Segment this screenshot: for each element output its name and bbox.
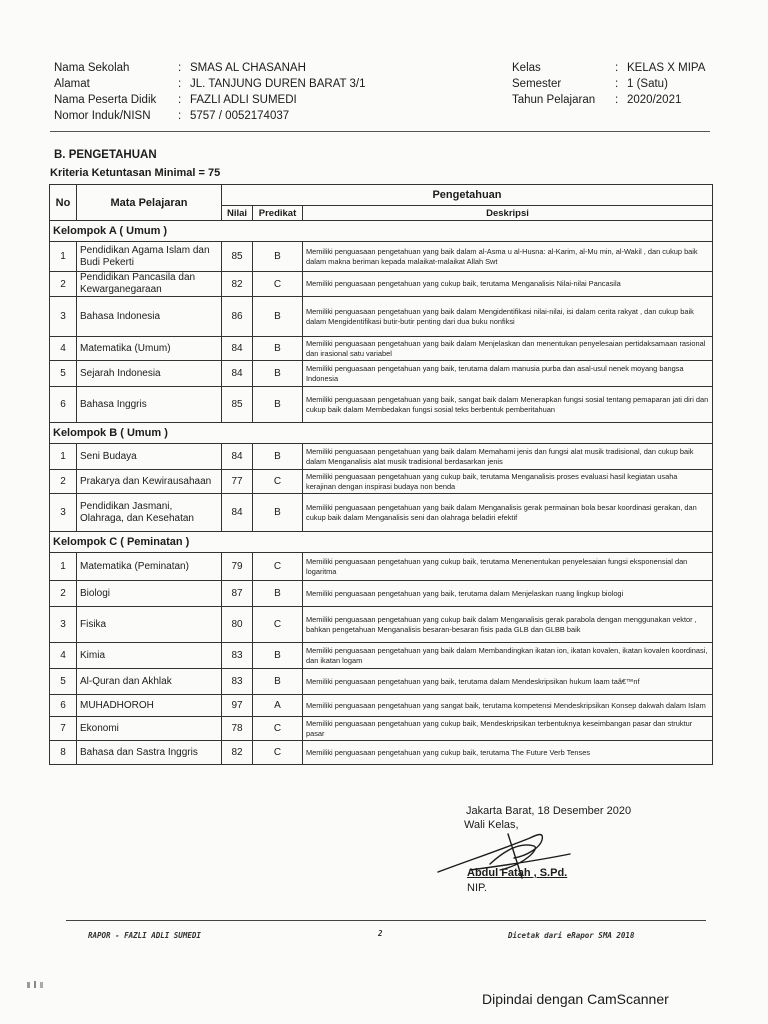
signatory-nip: NIP. [467, 882, 487, 894]
description-text: Memiliki penguasaan pengetahuan yang baik dalam Mengidentifikasi nilai-nilai, isi dalam cerita rakyat , dan cukup baik dalam Mengidentifikasi butir-butir penting dari dua buku nonfiksi [303, 297, 713, 337]
column-header-knowledge: Pengetahuan [222, 185, 713, 206]
group-header-row [50, 532, 713, 553]
subject-name: Matematika (Peminatan) [77, 553, 222, 581]
info-value: KELAS X MIPA [627, 62, 706, 74]
subject-name: Bahasa dan Sastra Inggris [77, 741, 222, 765]
description-text: Memiliki penguasaan pengetahuan yang baik, terutama dalam Mendeskripsikan hukum laam taâ€™nf [303, 669, 713, 695]
info-row-school-year [512, 92, 722, 108]
info-value: 2020/2021 [627, 94, 682, 106]
group-header-row [50, 221, 713, 242]
table-row [50, 470, 713, 494]
info-separator: : [615, 62, 619, 74]
row-number: 6 [50, 387, 77, 423]
score-value: 77 [222, 470, 253, 494]
group-title: Kelompok B ( Umum ) [50, 423, 713, 444]
grades-table [49, 184, 713, 765]
predicate-value: C [253, 741, 303, 765]
row-number: 8 [50, 741, 77, 765]
column-header-predicate: Predikat [253, 206, 303, 221]
table-row [50, 361, 713, 387]
predicate-value: B [253, 337, 303, 361]
table-row [50, 717, 713, 741]
predicate-value: B [253, 242, 303, 272]
kkm-label: Kriteria Ketuntasan Minimal = 75 [50, 167, 221, 179]
row-number: 5 [50, 361, 77, 387]
header-divider [50, 131, 710, 132]
description-text: Memiliki penguasaan pengetahuan yang sangat baik, terutama kompetensi Mendeskripsikan Konsep dakwah dalam Islam [303, 695, 713, 717]
scanner-watermark: Dipindai dengan CamScanner [482, 991, 669, 1007]
subject-name: Fisika [77, 607, 222, 643]
info-separator: : [615, 94, 619, 106]
info-label: Nama Peserta Didik [54, 94, 157, 106]
row-number: 4 [50, 337, 77, 361]
table-row [50, 581, 713, 607]
table-row [50, 695, 713, 717]
row-number: 2 [50, 581, 77, 607]
info-separator: : [178, 94, 182, 106]
table-row [50, 607, 713, 643]
row-number: 4 [50, 643, 77, 669]
signatory-name: Abdul Fatah , S.Pd. [467, 867, 568, 879]
score-value: 84 [222, 361, 253, 387]
info-row-student-name [54, 92, 494, 108]
score-value: 82 [222, 741, 253, 765]
table-row [50, 444, 713, 470]
score-value: 80 [222, 607, 253, 643]
predicate-value: C [253, 607, 303, 643]
predicate-value: B [253, 643, 303, 669]
subject-name: Kimia [77, 643, 222, 669]
info-value: FAZLI ADLI SUMEDI [190, 94, 297, 106]
description-text: Memiliki penguasaan pengetahuan yang baik dalam Memahami jenis dan fungsi alat musik tradisional, dan cukup baik dalam Menganalisis alat musik tradisional berdasarkan jenis [303, 444, 713, 470]
subject-name: Bahasa Indonesia [77, 297, 222, 337]
subject-name: Biologi [77, 581, 222, 607]
table-row [50, 272, 713, 297]
subject-name: Pendidikan Agama Islam dan Budi Pekerti [77, 242, 222, 272]
grades-body [50, 221, 713, 765]
info-value: SMAS AL CHASANAH [190, 62, 306, 74]
table-row [50, 494, 713, 532]
subject-name: Bahasa Inggris [77, 387, 222, 423]
score-value: 85 [222, 387, 253, 423]
info-label: Kelas [512, 62, 541, 74]
description-text: Memiliki penguasaan pengetahuan yang baik dalam Menjelaskan dan menentukan penyelesaian pertidaksamaan rasional dan irasional satu variabel [303, 337, 713, 361]
table-row [50, 387, 713, 423]
score-value: 78 [222, 717, 253, 741]
subject-name: Pendidikan Pancasila dan Kewarganegaraan [77, 272, 222, 297]
subject-name: Matematika (Umum) [77, 337, 222, 361]
score-value: 86 [222, 297, 253, 337]
table-row [50, 242, 713, 272]
row-number: 1 [50, 444, 77, 470]
predicate-value: B [253, 669, 303, 695]
row-number: 3 [50, 607, 77, 643]
column-header-subject: Mata Pelajaran [77, 185, 222, 221]
info-separator: : [178, 110, 182, 122]
predicate-value: C [253, 272, 303, 297]
footer-divider [66, 920, 706, 921]
column-header-description: Deskripsi [303, 206, 713, 221]
row-number: 1 [50, 553, 77, 581]
row-number: 6 [50, 695, 77, 717]
subject-name: Seni Budaya [77, 444, 222, 470]
table-row [50, 669, 713, 695]
info-separator: : [615, 78, 619, 90]
info-row-nisn [54, 108, 494, 124]
info-row-school [54, 60, 494, 76]
info-row-address [54, 76, 494, 92]
predicate-value: B [253, 297, 303, 337]
score-value: 84 [222, 444, 253, 470]
signature-role: Wali Kelas, [464, 819, 519, 831]
score-value: 97 [222, 695, 253, 717]
info-label: Nomor Induk/NISN [54, 110, 151, 122]
group-header-row [50, 423, 713, 444]
info-label: Nama Sekolah [54, 62, 130, 74]
row-number: 2 [50, 272, 77, 297]
predicate-value: A [253, 695, 303, 717]
predicate-value: B [253, 581, 303, 607]
description-text: Memiliki penguasaan pengetahuan yang baik, sangat baik dalam Menerapkan fungsi sosial tentang pemaparan jati diri dan cukup baik dalam Membedakan fungsi sosial teks berbentuk pemberitahuan [303, 387, 713, 423]
group-title: Kelompok A ( Umum ) [50, 221, 713, 242]
description-text: Memiliki penguasaan pengetahuan yang cukup baik dalam Menganalisis gerak parabola dengan menggunakan vektor , bahkan pengetahuan Menganalisis besaran-besaran fisis pada GLB dan GLBB baik [303, 607, 713, 643]
footer-printed-by: Dicetak dari eRapor SMA 2018 [508, 931, 635, 940]
predicate-value: B [253, 361, 303, 387]
description-text: Memiliki penguasaan pengetahuan yang cukup baik, terutama The Future Verb Tenses [303, 741, 713, 765]
info-value: 1 (Satu) [627, 78, 668, 90]
table-row [50, 643, 713, 669]
group-title: Kelompok C ( Peminatan ) [50, 532, 713, 553]
table-row [50, 297, 713, 337]
predicate-value: C [253, 717, 303, 741]
column-header-no: No [50, 185, 77, 221]
info-row-class [512, 60, 722, 76]
description-text: Memiliki penguasaan pengetahuan yang baik, terutama dalam manusia purba dan asal-usul nenek moyang bangsa Indonesia [303, 361, 713, 387]
signature-place-date: Jakarta Barat, 18 Desember 2020 [466, 805, 632, 817]
info-value: JL. TANJUNG DUREN BARAT 3/1 [190, 78, 366, 90]
description-text: Memiliki penguasaan pengetahuan yang baik, terutama dalam Menjelaskan ruang lingkup biologi [303, 581, 713, 607]
footer-report-name: RAPOR - FAZLI ADLI SUMEDI [88, 931, 201, 940]
row-number: 2 [50, 470, 77, 494]
table-row [50, 741, 713, 765]
info-separator: : [178, 78, 182, 90]
description-text: Memiliki penguasaan pengetahuan yang cukup baik, terutama Menenentukan penyelesaian fungsi eksponensial dan logaritma [303, 553, 713, 581]
info-separator: : [178, 62, 182, 74]
scan-artifact [26, 980, 46, 990]
description-text: Memiliki penguasaan pengetahuan yang baik dalam Menganalisis gerak permainan bola besar koordinasi gerakan, dan cukup baik dalam Menganalisis seni dan olahraga beladiri efektif [303, 494, 713, 532]
footer-page-number: 2 [378, 929, 383, 938]
student-info-right [512, 60, 722, 108]
info-value: 5757 / 0052174037 [190, 110, 290, 122]
subject-name: Ekonomi [77, 717, 222, 741]
row-number: 3 [50, 297, 77, 337]
description-text: Memiliki penguasaan pengetahuan yang baik dalam Membandingkan ikatan ion, ikatan kovalen, ikatan kovalen koordinasi, dan ikatan logam [303, 643, 713, 669]
score-value: 84 [222, 337, 253, 361]
description-text: Memiliki penguasaan pengetahuan yang baik dalam al-Asma u al-Husna: al-Karim, al-Mu min, al-Wakil , dan cukup baik dalam makna beriman kepada malaikat-malaikat Allah Swt [303, 242, 713, 272]
subject-name: MUHADHOROH [77, 695, 222, 717]
section-title: B. PENGETAHUAN [54, 149, 157, 161]
subject-name: Al-Quran dan Akhlak [77, 669, 222, 695]
column-header-score: Nilai [222, 206, 253, 221]
row-number: 5 [50, 669, 77, 695]
score-value: 85 [222, 242, 253, 272]
score-value: 84 [222, 494, 253, 532]
table-row [50, 337, 713, 361]
predicate-value: C [253, 553, 303, 581]
subject-name: Pendidikan Jasmani, Olahraga, dan Kesehatan [77, 494, 222, 532]
score-value: 79 [222, 553, 253, 581]
info-row-semester [512, 76, 722, 92]
info-label: Semester [512, 78, 562, 90]
row-number: 3 [50, 494, 77, 532]
description-text: Memiliki penguasaan pengetahuan yang cukup baik, Mendeskripsikan terbentuknya keseimbangan pasar dan struktur pasar [303, 717, 713, 741]
score-value: 87 [222, 581, 253, 607]
predicate-value: C [253, 470, 303, 494]
score-value: 82 [222, 272, 253, 297]
row-number: 7 [50, 717, 77, 741]
score-value: 83 [222, 643, 253, 669]
table-row [50, 553, 713, 581]
predicate-value: B [253, 494, 303, 532]
info-label: Tahun Pelajaran [512, 94, 596, 106]
score-value: 83 [222, 669, 253, 695]
student-info-left [54, 60, 494, 124]
predicate-value: B [253, 387, 303, 423]
description-text: Memiliki penguasaan pengetahuan yang cukup baik, terutama Menganalisis proses evaluasi hasil kegiatan usaha kerajinan dengan inspirasi budaya non benda [303, 470, 713, 494]
predicate-value: B [253, 444, 303, 470]
info-label: Alamat [54, 78, 90, 90]
row-number: 1 [50, 242, 77, 272]
subject-name: Sejarah Indonesia [77, 361, 222, 387]
description-text: Memiliki penguasaan pengetahuan yang cukup baik, terutama Menganalisis Nilai-nilai Pancasila [303, 272, 713, 297]
subject-name: Prakarya dan Kewirausahaan [77, 470, 222, 494]
